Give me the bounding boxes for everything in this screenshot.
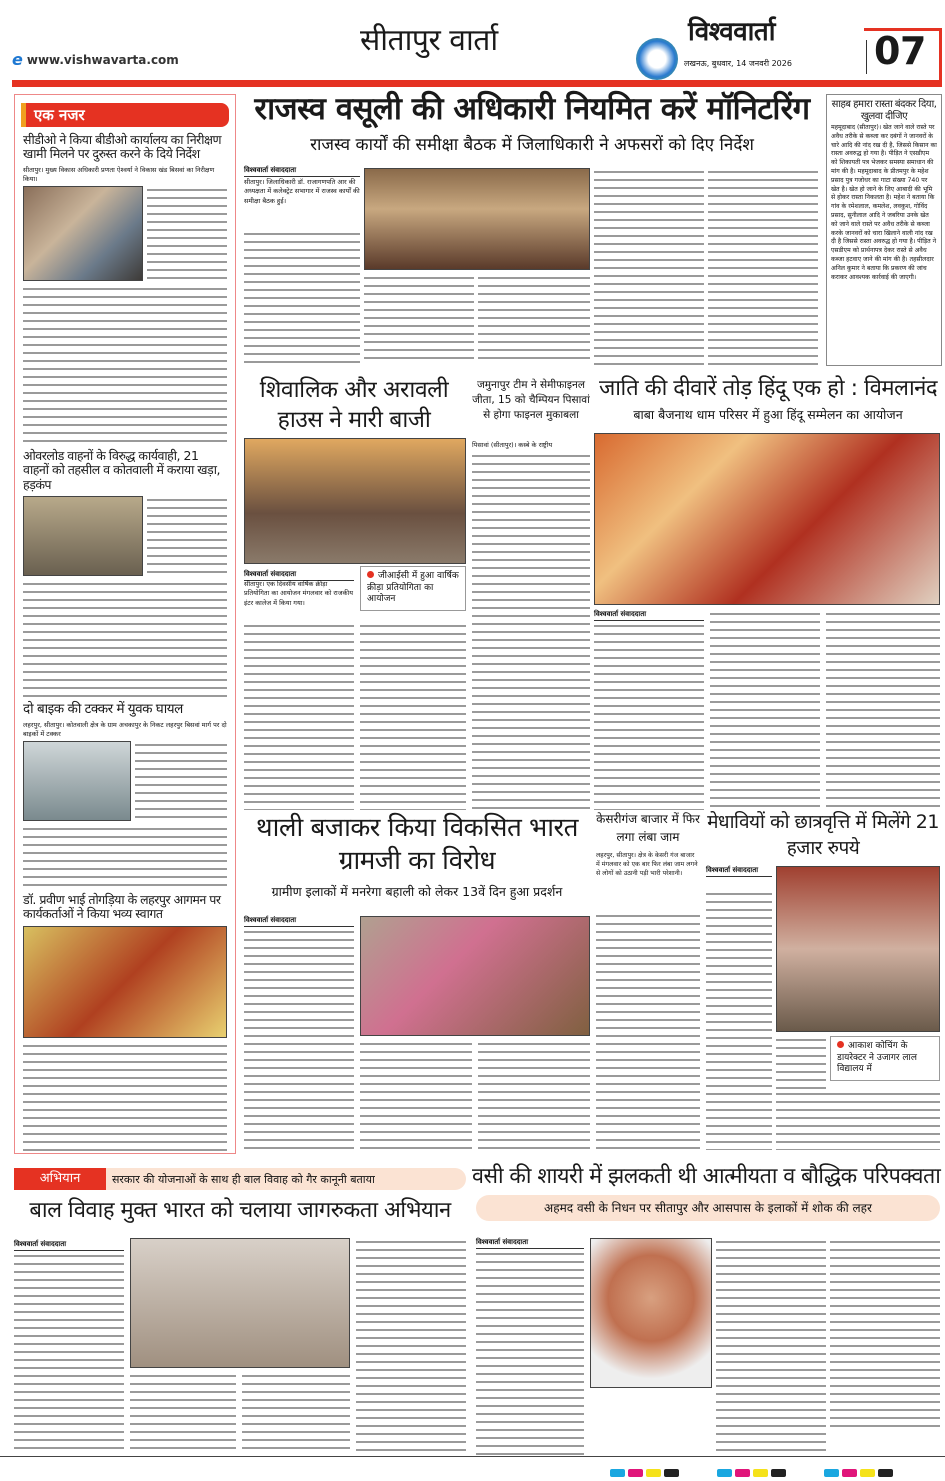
jam-lede: लहरपुर, सीतापुर। क्षेत्र के केसरी गंज बाजार में मंगलवार को एक बार फिर लंबा जाम लगने से लोगों को उठानी पड़ी भारी परेशानी। bbox=[596, 852, 698, 877]
body-text bbox=[476, 1250, 584, 1455]
sports-team-photo bbox=[244, 438, 466, 564]
sidebar-headline: साहब हमारा रास्ता बंदकर दिया, खुलवा दीजिए bbox=[831, 99, 937, 122]
sammelan-subhead: बाबा बैजनाथ धाम परिसर में हुआ हिंदू सम्मेलन का आयोजन bbox=[633, 407, 903, 423]
wasi-headline: वसी की शायरी में झलकती थी आत्मीयता व बौद्धिक परिपक्वता bbox=[472, 1164, 941, 1189]
sammelan-byline: विश्ववार्ता संवाददाता bbox=[594, 610, 704, 621]
body-text bbox=[472, 452, 590, 810]
child-byline: विश्ववार्ता संवाददाता bbox=[14, 1240, 124, 1251]
thali-headline: थाली बजाकर किया विकसित भारत ग्रामजी का विरोध bbox=[255, 813, 578, 876]
child-kicker-wrap bbox=[112, 1172, 458, 1187]
ahmad-wasi-portrait bbox=[590, 1238, 712, 1388]
body-text bbox=[478, 274, 590, 364]
body-text bbox=[244, 622, 354, 810]
bike-accident-lede: लहरपुर, सीतापुर। कोतवाली क्षेत्र के ग्राम अचकापुर के निकट लहरपुर बिसवां मार्ग पर दो बाइकों में टक्कर bbox=[23, 720, 227, 738]
body-text bbox=[23, 580, 227, 698]
trucks-photo bbox=[23, 496, 143, 576]
body-text bbox=[596, 912, 700, 1150]
body-text bbox=[23, 825, 227, 889]
header-rule bbox=[12, 80, 942, 87]
body-text bbox=[14, 1252, 124, 1455]
page-number: 07 bbox=[874, 29, 926, 73]
sammelan-heading-group bbox=[596, 376, 940, 430]
body-text bbox=[23, 285, 227, 445]
body-text bbox=[244, 928, 354, 1150]
thali-byline: विश्ववार्ता संवाददाता bbox=[244, 916, 354, 927]
lead-heading-group bbox=[244, 92, 820, 164]
lead-lede: सीतापुर। जिलाधिकारी डॉ. राजागणपति आर की अध्यक्षता में कलेक्ट्रेट सभागार में राजस्व कार्यों की समीक्षा बैठक हुई। bbox=[244, 178, 360, 205]
body-text bbox=[356, 1238, 466, 1455]
body-text bbox=[135, 741, 227, 821]
sports-headline: शिवालिक और अरावली हाउस ने मारी बाजी bbox=[259, 377, 449, 433]
cdo-headline: सीडीओ ने किया बीडीओ कार्यालय का निरीक्षण खामी मिलने पर दुरुस्त करने के दिये निर्देश bbox=[23, 132, 222, 162]
bike-accident-headline: दो बाइक की टक्कर में युवक घायल bbox=[23, 701, 183, 718]
body-text bbox=[147, 186, 227, 281]
cricket-headline: जमुनापुर टीम ने सेमीफाइनल जीता, 15 को चैम्पियन पिसावां से होगा फाइनल मुकाबला bbox=[472, 379, 590, 422]
thali-subhead: ग्रामीण इलाकों में मनरेगा बहाली को लेकर 13वें दिन हुआ प्रदर्शन bbox=[271, 884, 563, 899]
body-text bbox=[130, 1372, 236, 1455]
lead-headline: राजस्व वसूली की अधिकारी नियमित करें मॉनिटरिंग bbox=[254, 91, 810, 127]
brand-name: विश्ववार्ता bbox=[688, 17, 775, 47]
sports-byline: विश्ववार्ता संवाददाता bbox=[244, 570, 354, 581]
wasi-subhead-pill bbox=[476, 1195, 940, 1221]
body-text bbox=[244, 230, 360, 365]
scholarship-headline: मेधावियों को छात्रवृत्ति में मिलेंगे 21 हजार रुपये bbox=[707, 811, 939, 859]
sammelan-photo bbox=[594, 433, 940, 605]
body-text bbox=[594, 622, 704, 810]
globe-logo-icon bbox=[636, 38, 678, 80]
body-text bbox=[360, 1040, 472, 1150]
scholarship-byline: विश्ववार्ता संवाददाता bbox=[706, 866, 772, 877]
jam-headline: केसरीगंज बाजार में फिर लगा लंबा जाम bbox=[596, 812, 700, 844]
section-title: सीतापुर वार्ता bbox=[360, 23, 498, 58]
body-text bbox=[708, 168, 818, 365]
body-text bbox=[478, 1040, 590, 1150]
print-registration-marks bbox=[610, 1462, 896, 1481]
body-text bbox=[147, 496, 227, 576]
thali-heading-group bbox=[244, 812, 590, 912]
dateline: लखनऊ, बुधवार, 14 जनवरी 2026 bbox=[684, 59, 792, 68]
child-kicker: सरकार की योजनाओं के साथ ही बाल विवाह को गैर कानूनी बताया bbox=[112, 1173, 375, 1186]
cdo-inspection-photo bbox=[23, 186, 143, 281]
cricket-lede: पिसावां (सीतापुर)। कस्बे के राष्ट्रीय bbox=[472, 441, 553, 449]
ek-nazar-column bbox=[14, 94, 236, 1154]
wasi-byline: विश्ववार्ता संवाददाता bbox=[476, 1238, 584, 1249]
scholarship-photo bbox=[776, 866, 940, 1032]
lead-byline: विश्ववार्ता संवाददाता bbox=[244, 166, 360, 177]
sports-caption bbox=[360, 566, 466, 611]
body-text bbox=[360, 622, 466, 810]
website-url[interactable] bbox=[12, 50, 179, 69]
togadia-welcome-photo bbox=[23, 926, 227, 1038]
body-text bbox=[594, 168, 704, 365]
body-text bbox=[706, 890, 772, 1150]
page-number-divider bbox=[866, 40, 867, 74]
browser-e-icon: e bbox=[12, 50, 23, 69]
scholarship-caption bbox=[830, 1036, 940, 1081]
awareness-photo bbox=[130, 1238, 350, 1368]
sidebar-body: महमूदाबाद (सीतापुर)। खेत जाने वाले रास्ते पर अवैध तरीके से कब्जा कर दबंगों ने जानवरों के चारे आदि की नांद रख दी है, जिससे किसान का रास्ता अवरुद्ध हो गया है। पीड़ित ने एसडीएम को शिकायती पत्र भेजकर समस्या समाधान की मांग की है। महमूदाबाद के प्रीतमपुर के महेश प्रसाद पुत्र गजोधर का गाटा संख्या 740 पर खेत है। खेत हो जाने के लिए आबादी की भूमि से होकर रास्ता निकलता है। महेश ने बताया कि गांव के रमेशलाल, कमलेश, लवकुश, गोविंद प्रसाद, सुनीलाल आदि ने जबरिया उनके खेत को जाने वाले रास्ते पर अवैध तरीके से कब्जा करके जानवरों को चारा खिलाने वाली नांद रख दी है जिससे रास्ता अवरुद्ध हो गया है। पीड़ित ने एसडीएम को प्रार्थनापत्र देकर रास्ते से अवैध कब्जा हटवाए जाने की मांग की है। तहसीलदार अनिल कुमार ने बताया कि प्रकरण की जांच कराकर आवश्यक कार्रवाई की जाएगी। bbox=[831, 124, 937, 281]
body-text bbox=[826, 610, 940, 810]
child-headline: बाल विवाह मुक्त भारत को चलाया जागरुकता अभियान bbox=[29, 1198, 451, 1223]
body-text bbox=[830, 1238, 940, 1428]
sammelan-headline: जाति की दीवारें तोड़ हिंदू एक हो : विमलानंद bbox=[598, 376, 938, 401]
website-url-text: www.vishwavarta.com bbox=[26, 52, 179, 67]
sports-caption-text: जीआईसी में हुआ वार्षिक क्रीड़ा प्रतियोगिता का आयोजन bbox=[367, 571, 459, 605]
body-text bbox=[716, 1238, 826, 1455]
cdo-lede: सीतापुर। मुख्य विकास अधिकारी प्रणता ऐश्वर्या ने विकास खंड बिसवां का निरीक्षण किया। bbox=[23, 165, 215, 183]
bullet-icon bbox=[837, 1041, 844, 1048]
overload-headline: ओवरलोड वाहनों के विरुद्ध कार्यवाही, 21 वाहनों को तहसील व कोतवाली में कराया खड़ा, हड़कंप bbox=[23, 447, 220, 492]
wasi-heading-group bbox=[472, 1164, 940, 1230]
sports-lede: सीतापुर। एक दिवसीय वार्षिक क्रीड़ा प्रतियोगिता का आयोजन मंगलवार को राजकीय इंटर कालेज में किया गया। bbox=[244, 580, 354, 607]
body-text bbox=[364, 274, 474, 364]
hospital-photo bbox=[23, 741, 131, 821]
body-text bbox=[776, 1090, 940, 1150]
wasi-subhead: अहमद वसी के निधन पर सीतापुर और आसपास के इलाकों में शोक की लहर bbox=[544, 1201, 872, 1216]
ek-nazar-label: एक नजर bbox=[21, 103, 229, 127]
footer-rule bbox=[0, 1456, 945, 1457]
protest-photo bbox=[360, 916, 590, 1036]
sidebar-box bbox=[826, 94, 942, 366]
review-meeting-photo bbox=[364, 168, 590, 270]
body-text bbox=[242, 1372, 350, 1455]
body-text bbox=[710, 610, 820, 810]
body-text bbox=[23, 1042, 227, 1154]
bullet-icon bbox=[367, 571, 374, 578]
scholarship-caption-text: आकाश कोचिंग के डायरेक्टर ने उजागर लाल विद्यालय में bbox=[837, 1041, 917, 1075]
lead-subhead: राजस्व कार्यों की समीक्षा बैठक में जिलाधिकारी ने अफसरों को दिए निर्देश bbox=[310, 134, 754, 155]
togadia-headline: डॉ. प्रवीण भाई तोगड़िया के लहरपुर आगमन पर कार्यकर्ताओं ने किया भव्य स्वागत bbox=[23, 891, 221, 922]
abhiyan-tag: अभियान bbox=[14, 1168, 106, 1190]
child-heading-wrap bbox=[14, 1198, 466, 1223]
